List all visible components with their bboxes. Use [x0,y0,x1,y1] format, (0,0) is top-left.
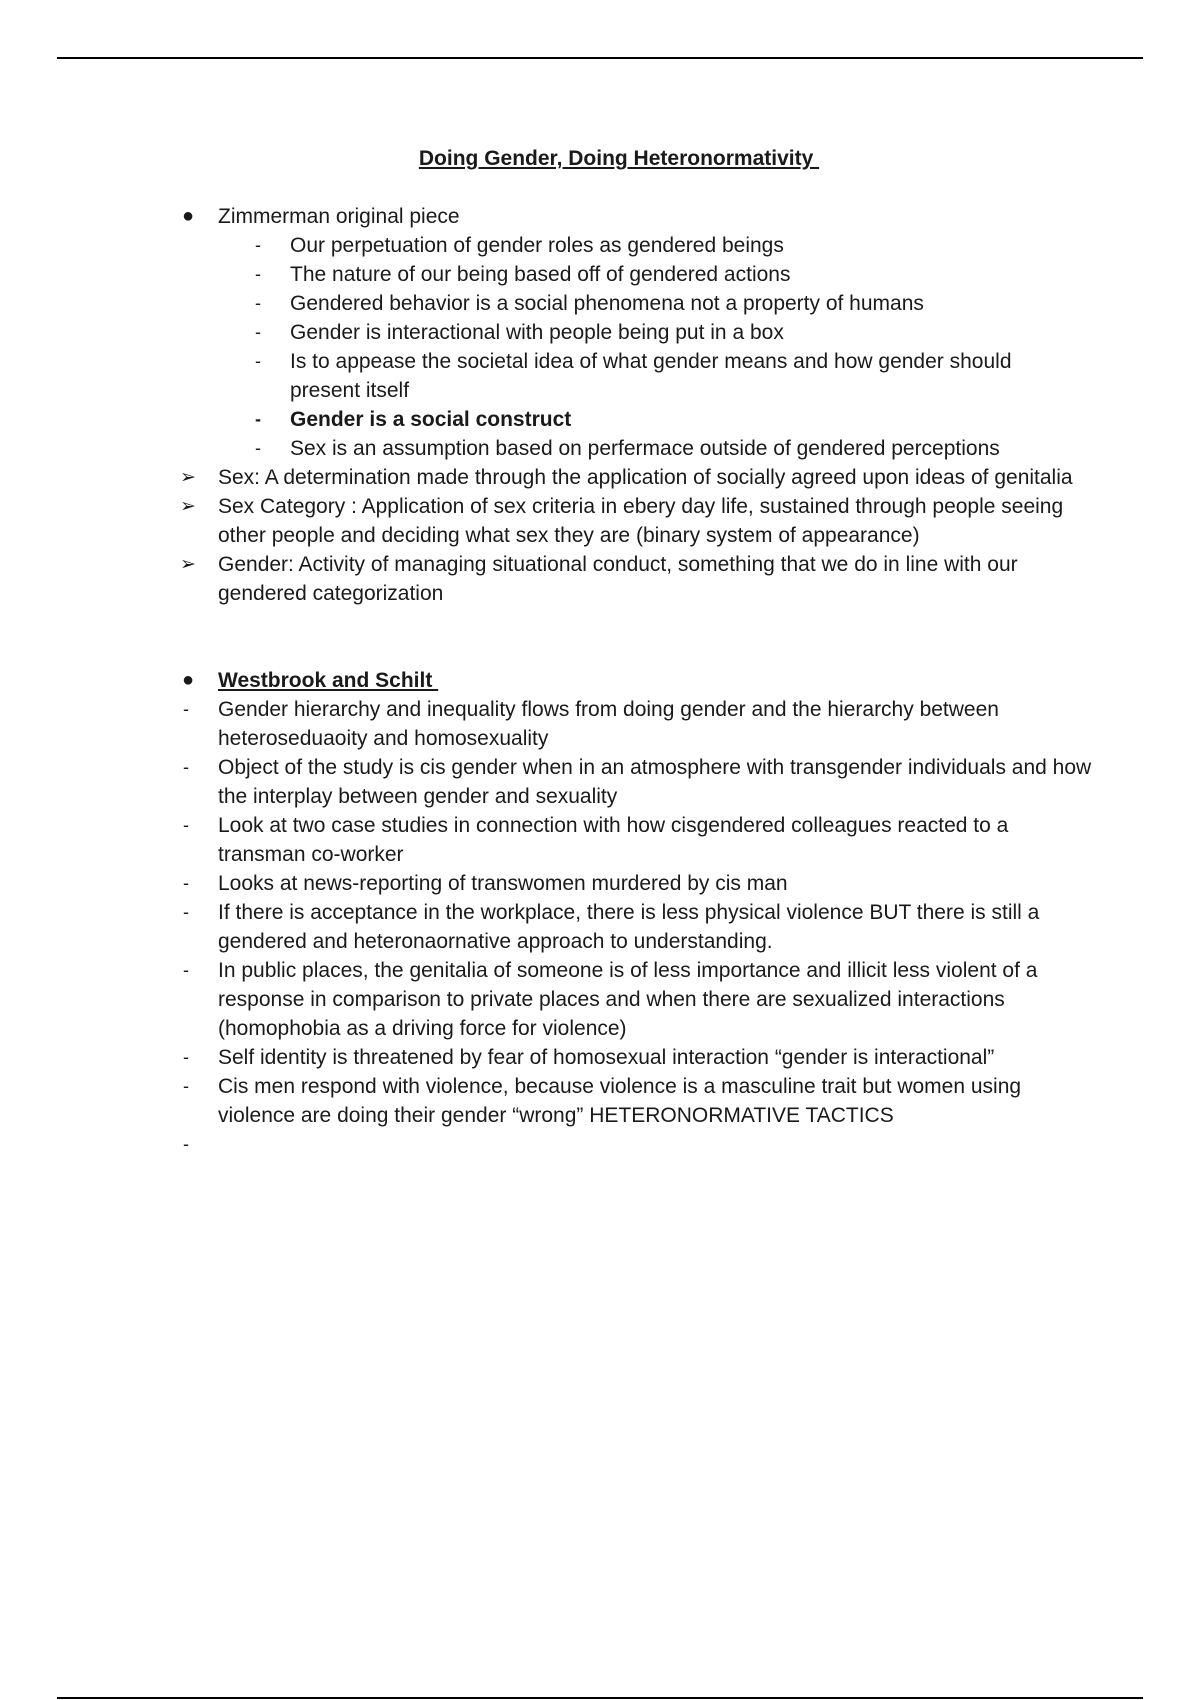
list-item-text: Gender is interactional with people being put in a box [290,321,784,344]
list-item-text: Cis men respond with violence, because violence is a masculine trait but women using violence are doing their gender “wrong” HETERONORMATIVE TACTICS [218,1075,1022,1127]
list-item-text: Self identity is threatened by fear of homosexual interaction “gender is interactional” [218,1046,995,1069]
bullet-icon: ● [181,205,195,227]
list-item [0,1043,1098,1072]
dash-icon: - [255,322,261,342]
list-item [0,318,1080,347]
definition-item [0,492,1088,550]
definition-text: Gender: Activity of managing situational conduct, something that we do in line with our gendered categorization [218,553,1018,605]
list-item [0,434,1080,463]
list-item-text: Look at two case studies in connection with how cisgendered colleagues reacted to a transman co-worker [218,814,1009,866]
top-rule [57,57,1143,59]
dash-icon: - [183,1047,189,1067]
dash-icon: - [183,1134,189,1154]
dash-icon: - [255,293,261,313]
list-item [0,811,1098,869]
definition-text: Sex Category : Application of sex criteria in ebery day life, sustained through people seeing other people and deciding what sex they are (binary system of appearance) [218,495,1064,547]
list-item-text [218,1133,224,1156]
document-title: Doing Gender, Doing Heteronormativity [418,147,820,170]
dash-icon: - [183,757,189,777]
list-item [0,289,1080,318]
list-item-text: In public places, the genitalia of someone is of less importance and illicit less violent of a response in comparison to private places and when there are sexualized interactions (homophobia as a driving force for violence) [218,959,1038,1040]
list-item [0,695,1098,753]
list-item-text: Our perpetuation of gender roles as gendered beings [290,234,784,257]
list-item-text: Gendered behavior is a social phenomena not a property of humans [290,292,924,315]
bullet-icon: ● [181,669,195,691]
list-item [0,231,1080,260]
dash-icon: - [183,902,189,922]
list-item-text: Looks at news-reporting of transwomen murdered by cis man [218,872,788,895]
dash-icon: - [183,873,189,893]
list-item [0,753,1098,811]
list-item-text: If there is acceptance in the workplace, there is less physical violence BUT there is still a gendered and heteronaornative approach to understanding. [218,901,1040,953]
arrow-bullet-icon: ➢ [180,554,196,575]
bottom-rule [57,1697,1143,1699]
dash-icon: - [183,815,189,835]
list-item-emphasized [0,405,1080,434]
section-heading-westbrook [0,666,1088,695]
list-item-text: Gender hierarchy and inequality flows from doing gender and the hierarchy between heteroseduaoity and homosexuality [218,698,999,750]
list-item [0,869,1098,898]
section-spacer [0,608,1200,666]
dash-icon: - [255,264,261,284]
dash-icon: - [255,351,261,371]
list-item-empty [0,1130,1098,1159]
list-item [0,260,1080,289]
document-body [0,202,1200,1159]
list-item-text: Object of the study is cis gender when in an atmosphere with transgender individuals and how the interplay between gender and sexuality [218,756,1092,808]
arrow-bullet-icon: ➢ [180,496,196,517]
section-heading-text: Westbrook and Schilt [218,669,439,692]
list-item-text: Sex is an assumption based on perfermace outside of gendered perceptions [290,437,1000,460]
list-item [0,1072,1098,1130]
list-item-text: The nature of our being based off of gendered actions [290,263,791,286]
dash-icon: - [183,1076,189,1096]
dash-icon: - [183,699,189,719]
dash-icon: - [255,235,261,255]
dash-icon: - [255,409,261,429]
definition-item [0,463,1088,492]
definition-item [0,550,1088,608]
section-heading-text: Zimmerman original piece [218,205,460,228]
arrow-bullet-icon: ➢ [180,467,196,488]
section-heading-zimmerman [0,202,1088,231]
list-item [0,347,1080,405]
list-item-text: Gender is a social construct [290,408,572,431]
definition-text: Sex: A determination made through the application of socially agreed upon ideas of genitalia [218,466,1073,489]
list-item [0,956,1098,1043]
dash-icon: - [255,438,261,458]
list-item [0,898,1098,956]
dash-icon: - [183,960,189,980]
list-item-text: Is to appease the societal idea of what gender means and how gender should present itself [290,350,1012,402]
